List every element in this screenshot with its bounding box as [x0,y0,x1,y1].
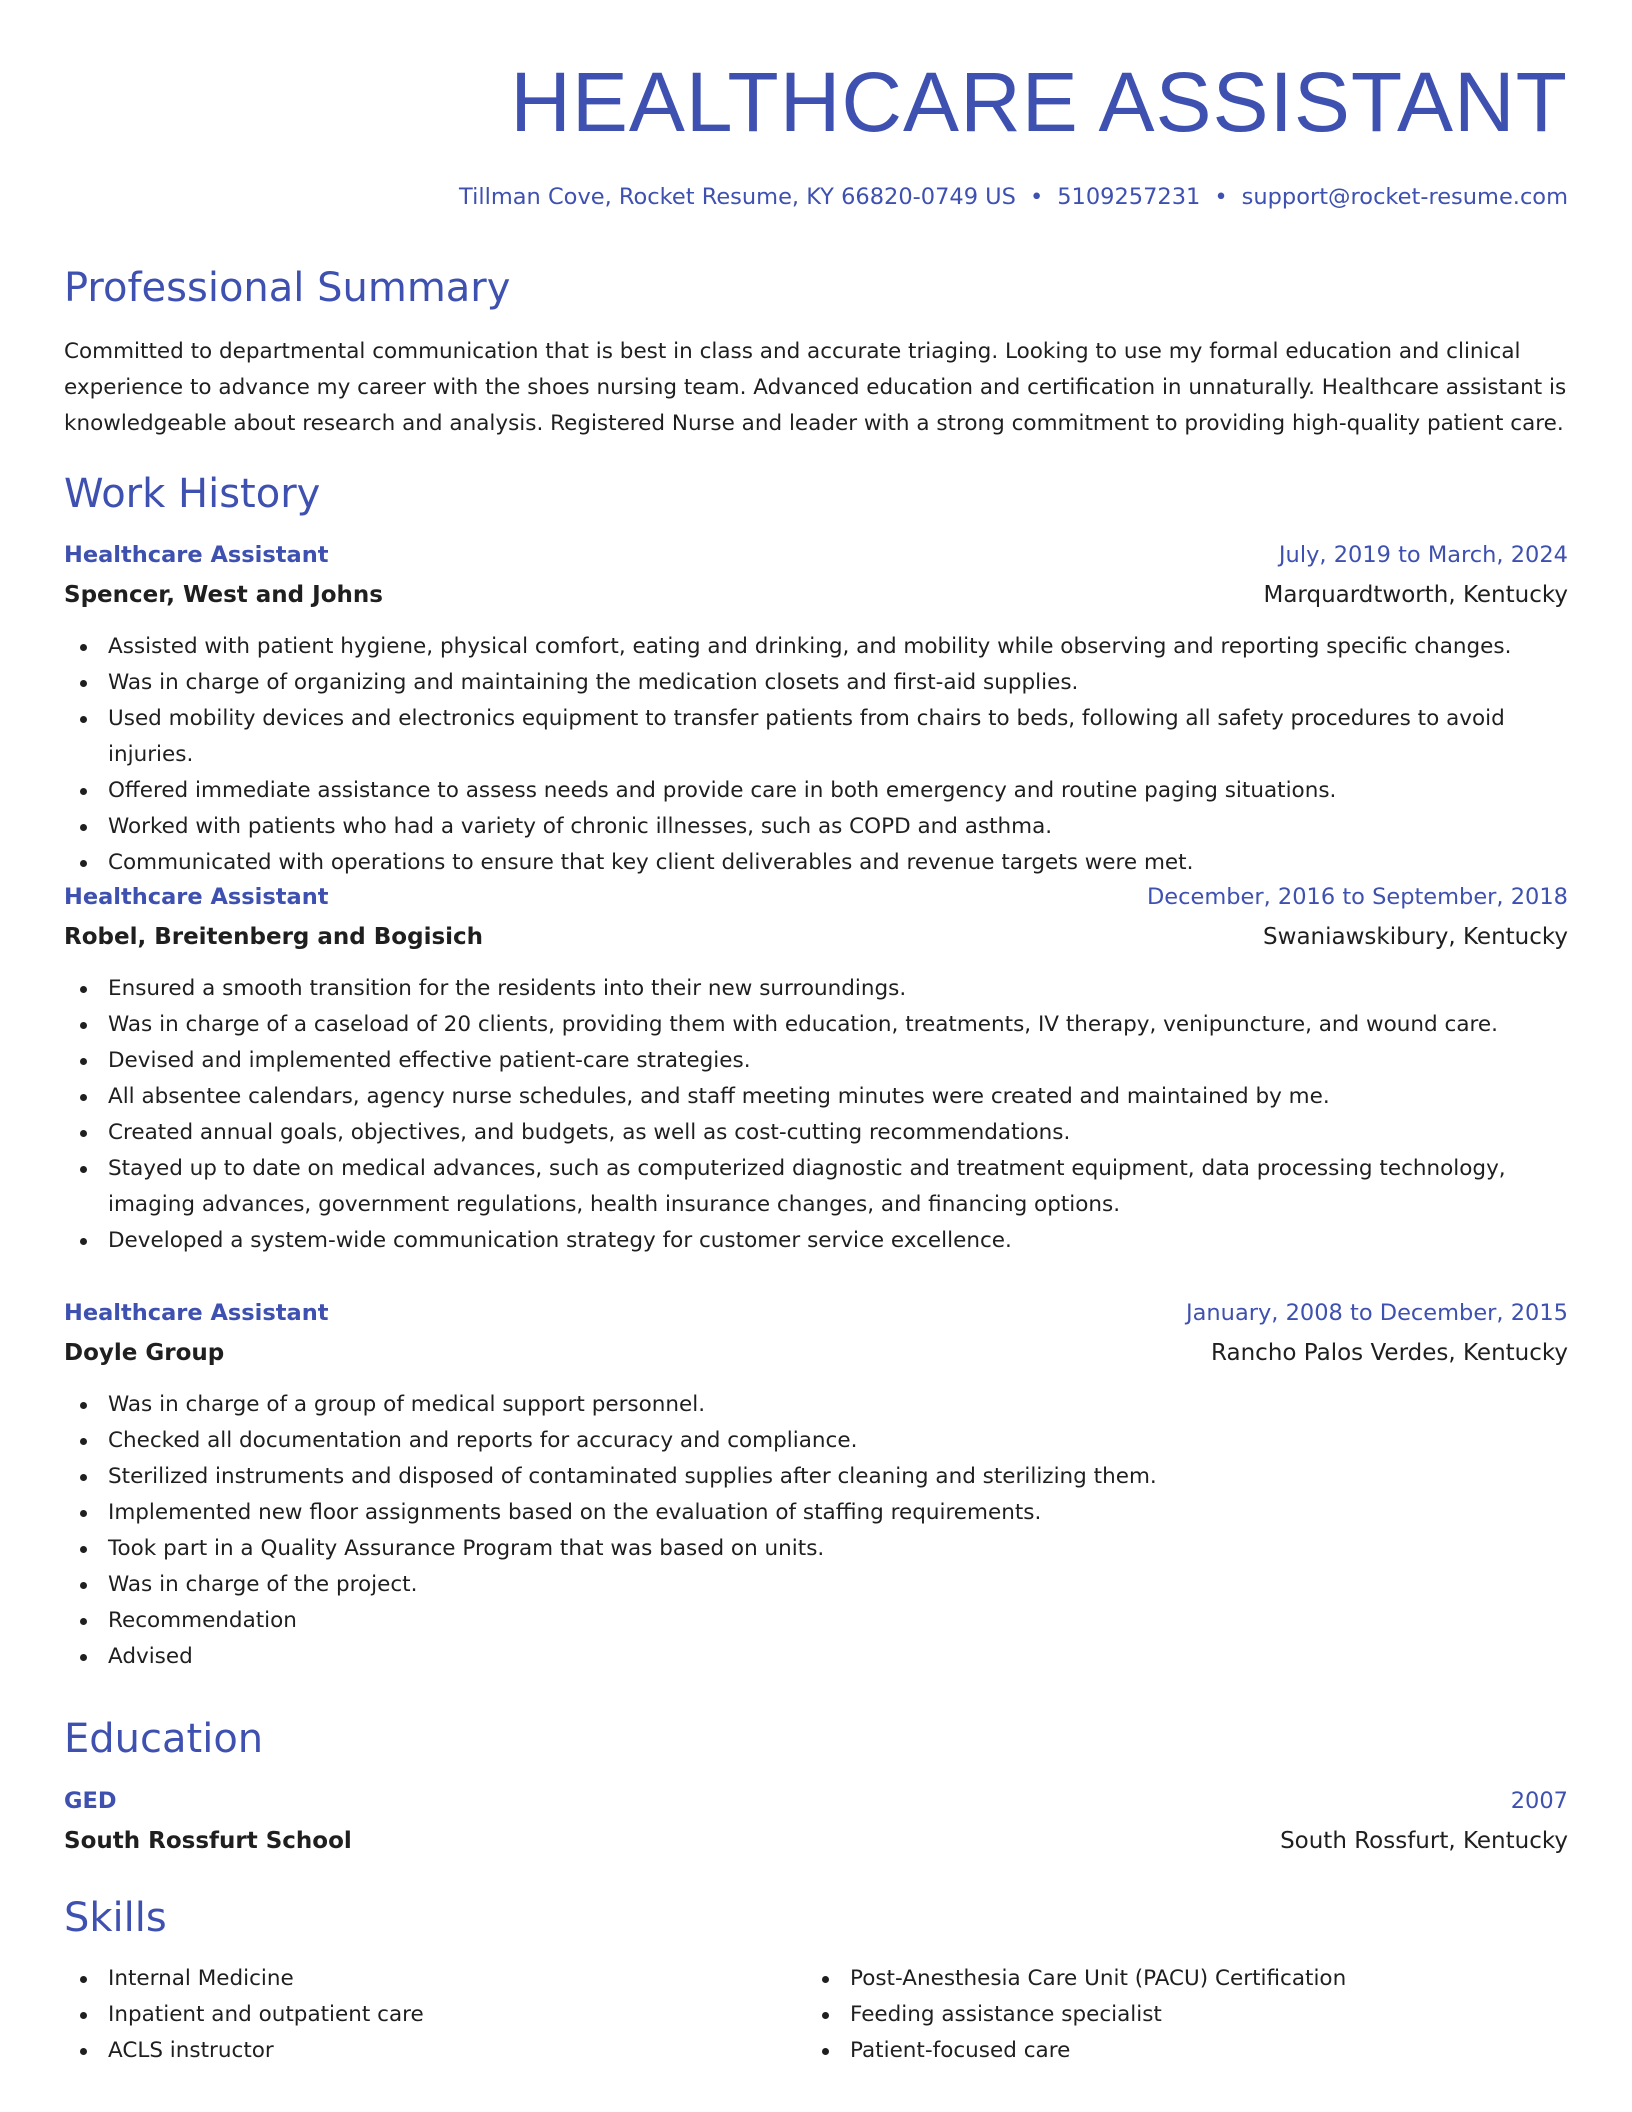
list-item: Was in charge of a group of medical support personnel. [108,1387,1568,1423]
skill-item: Patient-focused care [850,2033,1506,2069]
contact-address: Tillman Cove, Rocket Resume, KY 66820-0749 US [459,184,1016,210]
job-title: Healthcare Assistant [64,542,329,568]
list-item: Offered immediate assistance to assess needs and provide care in both emergency and routine paging situations. [108,773,1568,809]
job-dates: December, 2016 to September, 2018 [1146,884,1568,910]
education-location: South Rossfurt, Kentucky [1280,1828,1568,1854]
contact-email[interactable]: support@rocket-resume.com [1241,184,1568,210]
education-year: 2007 [1510,1788,1568,1814]
skills-column-right [806,1961,1506,2069]
job-title: Healthcare Assistant [64,884,329,910]
job-bullets [64,971,1568,1259]
list-item: All absentee calendars, agency nurse schedules, and staff meeting minutes were created and maintained by me. [108,1079,1568,1115]
summary-heading: Professional Summary [64,265,511,311]
job-location: Swaniawskibury, Kentucky [1263,924,1568,950]
contact-separator: • [1214,184,1228,210]
list-item: Advised [108,1639,1568,1675]
list-item: Took part in a Quality Assurance Program that was based on units. [108,1531,1568,1567]
contact-separator: • [1029,184,1044,210]
contact-phone: 5109257231 [1057,184,1201,210]
job-entry-3 [64,1295,1568,1675]
list-item: Devised and implemented effective patient-care strategies. [108,1043,1568,1079]
education-entry [64,1783,1568,1863]
job-dates: January, 2008 to December, 2015 [1186,1300,1568,1326]
contact-line [459,180,1568,214]
education-heading: Education [64,1716,264,1762]
education-degree: GED [64,1788,117,1814]
list-item: Was in charge of organizing and maintaining the medication closets and first-aid supplies. [108,665,1568,701]
resume-name-heading: HEALTHCARE ASSISTANT [510,55,1568,149]
skills-list [806,1961,1506,2069]
list-item: Used mobility devices and electronics equipment to transfer patients from chairs to beds, following all safety procedures to avoid injuries. [108,701,1568,773]
list-item: Created annual goals, objectives, and budgets, as well as cost-cutting recommendations. [108,1115,1568,1151]
job-dates: July, 2019 to March, 2024 [1278,542,1568,568]
skill-item: Inpatient and outpatient care [108,1997,764,2033]
skill-item: Feeding assistance specialist [850,1997,1506,2033]
list-item: Ensured a smooth transition for the residents into their new surroundings. [108,971,1568,1007]
list-item: Sterilized instruments and disposed of contaminated supplies after cleaning and sterilizing them. [108,1459,1568,1495]
work-history-heading: Work History [64,471,321,517]
job-entry-1 [64,537,1568,881]
job-company: Doyle Group [64,1340,225,1366]
skills-list [64,1961,764,2069]
job-bullets [64,629,1568,881]
list-item: Recommendation [108,1603,1568,1639]
skills-column-left [64,1961,764,2069]
list-item: Communicated with operations to ensure that key client deliverables and revenue targets were met. [108,845,1568,881]
list-item: Was in charge of the project. [108,1567,1568,1603]
job-bullets [64,1387,1568,1675]
list-item: Checked all documentation and reports for accuracy and compliance. [108,1423,1568,1459]
list-item: Developed a system-wide communication strategy for customer service excellence. [108,1223,1568,1259]
skill-item: Post-Anesthesia Care Unit (PACU) Certification [850,1961,1506,1997]
list-item: Worked with patients who had a variety of chronic illnesses, such as COPD and asthma. [108,809,1568,845]
job-location: Rancho Palos Verdes, Kentucky [1211,1340,1568,1366]
job-company: Robel, Breitenberg and Bogisich [64,924,484,950]
skills-heading: Skills [64,1895,167,1941]
skill-item: ACLS instructor [108,2033,764,2069]
job-title: Healthcare Assistant [64,1300,329,1326]
job-location: Marquardtworth, Kentucky [1263,582,1568,608]
job-company: Spencer, West and Johns [64,582,383,608]
job-entry-2 [64,879,1568,1259]
skill-item: Internal Medicine [108,1961,764,1997]
summary-text: Committed to departmental communication that is best in class and accurate triaging. Looking to use my formal education and clinical experience to advance my career with the shoes nursing team. Advanced education and certification in unnaturally. Healthcare assistant is knowledgeable about research and analysis. Registered Nurse and leader with a strong commitment to providing high-quality patient care. [64,339,1567,436]
list-item: Was in charge of a caseload of 20 clients, providing them with education, treatments, IV therapy, venipuncture, and wound care. [108,1007,1568,1043]
education-school: South Rossfurt School [64,1828,352,1854]
list-item: Assisted with patient hygiene, physical comfort, eating and drinking, and mobility while observing and reporting specific changes. [108,629,1568,665]
list-item: Stayed up to date on medical advances, such as computerized diagnostic and treatment equipment, data processing technology, imaging advances, government regulations, health insurance changes, and financing options. [108,1151,1568,1223]
list-item: Implemented new floor assignments based on the evaluation of staffing requirements. [108,1495,1568,1531]
